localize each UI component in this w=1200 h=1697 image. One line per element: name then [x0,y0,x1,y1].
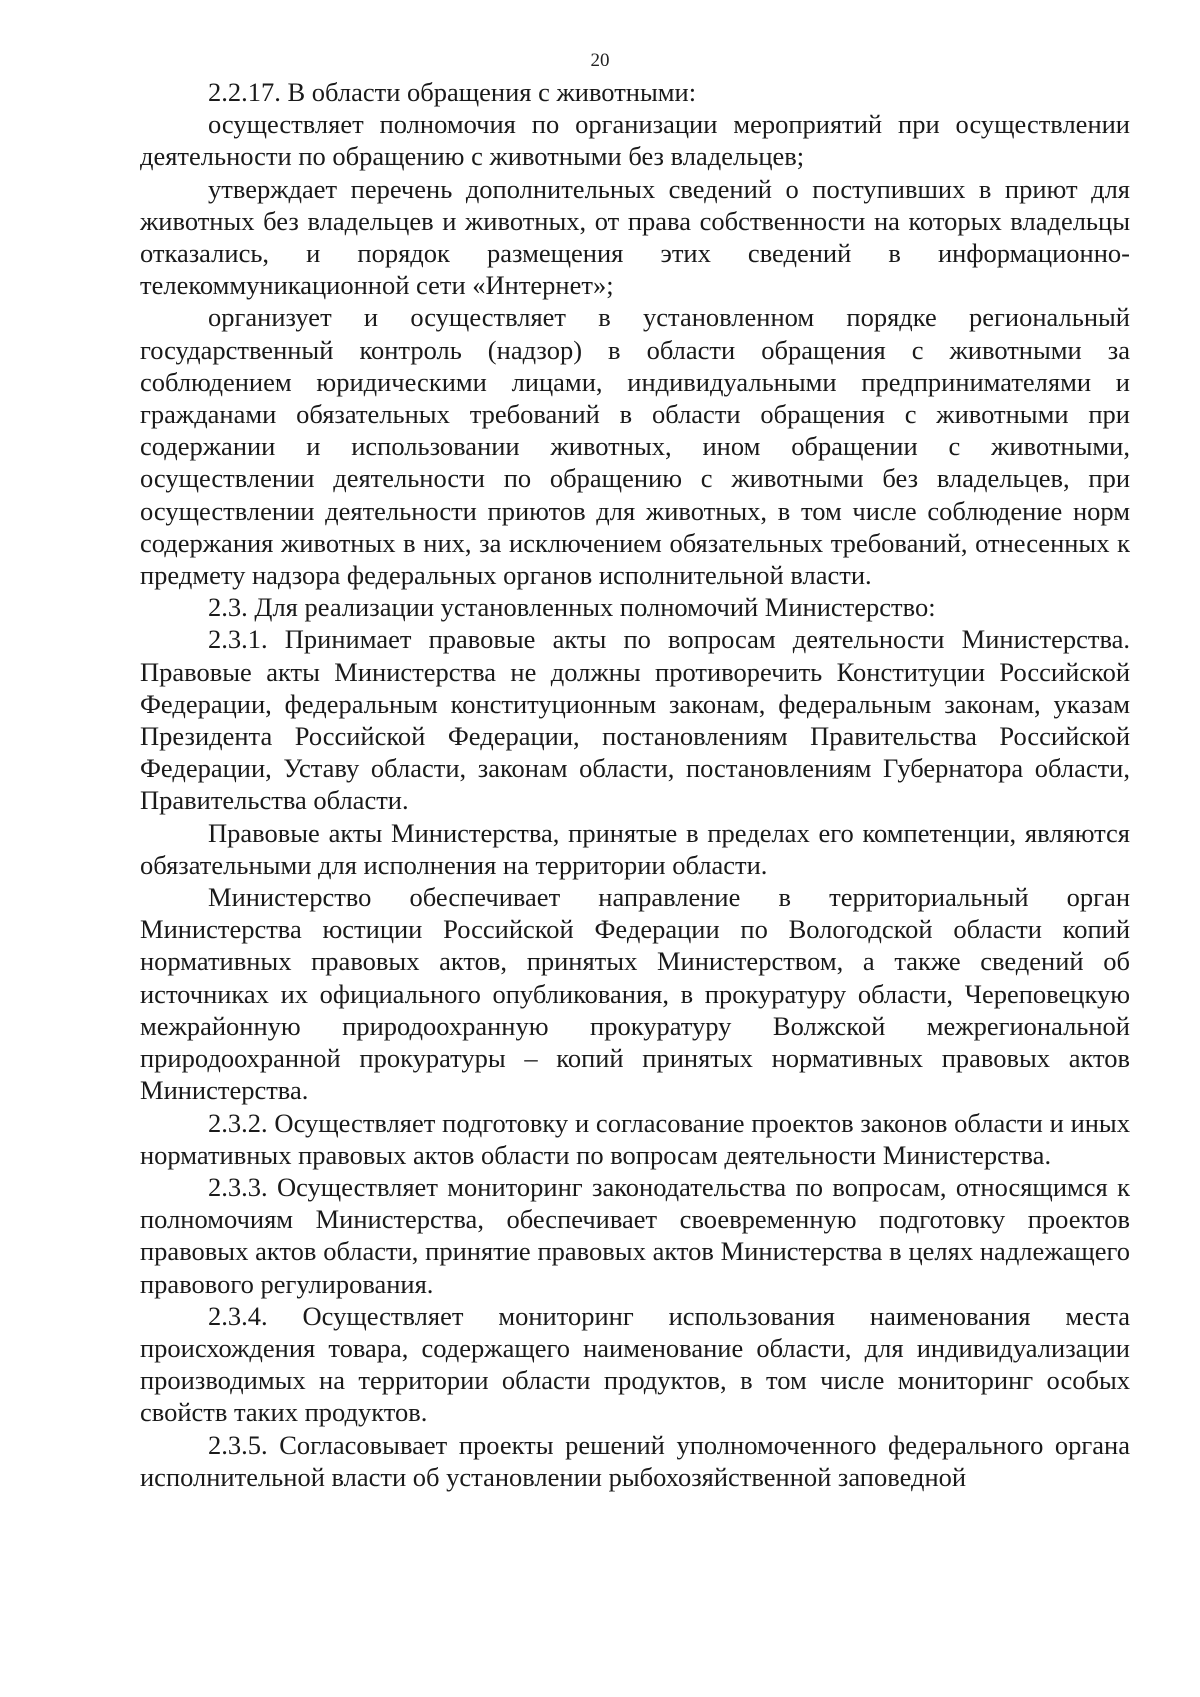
paragraph-animal-handling-powers: осуществляет полномочия по организации мероприятий при осуществлении деятельности по обращению с животными без владельцев; [140,109,1130,172]
page-number: 20 [590,50,610,71]
paragraph-copies-submission: Министерство обеспечивает направление в территориальный орган Министерства юстиции Российской Федерации по Вологодской области копий нормативных правовых актов, принятых Министерством, а также сведений об источниках их официального опубликования, в прокуратуру области, Череповецкую межрайонную природоохранную прокуратуру Волжской межрегиональной природоохранной прокуратуры – копий принятых нормативных правовых актов Министерства. [140,882,1130,1106]
paragraph-2-3-heading: 2.3. Для реализации установленных полномочий Министерство: [208,592,936,623]
paragraph-2-3-5: 2.3.5. Согласовывает проекты решений уполномоченного федерального органа исполнительной власти об установлении рыбохозяйственной заповедной [140,1429,1130,1492]
paragraph-2-3-3: 2.3.3. Осуществляет мониторинг законодательства по вопросам, относящимся к полномочиям Министерства, обеспечивает своевременную подготовку проектов правовых актов области, принятие правовых актов Министерства в целях надлежащего правового регулирования. [140,1171,1130,1299]
paragraph-regional-control: организует и осуществляет в установленном порядке региональный государственный контроль (надзор) в области обращения с животными за соблюдением юридическими лицами, индивидуальными предпринимателями и гражданами обязательных требований в области обращения с животными при содержании и использовании животных, ином обращении с животными, осуществлении деятельности по обращению с животными без владельцев, при осуществлении деятельности приютов для животных, в том числе соблюдение норм содержания животных в них, за исключением обязательных требований, отнесенных к предмету надзора федеральных органов исполнительной власти. [140,302,1130,591]
paragraph-legal-acts-binding: Правовые акты Министерства, принятые в пределах его компетенции, являются обязательными для исполнения на территории области. [140,817,1130,880]
document-text [140,76,1130,1493]
paragraph-2-3-2: 2.3.2. Осуществляет подготовку и согласование проектов законов области и иных нормативных правовых актов области по вопросам деятельности Министерства. [140,1107,1130,1170]
paragraph-2-3-1: 2.3.1. Принимает правовые акты по вопросам деятельности Министерства. Правовые акты Министерства не должны противоречить Конституции Российской Федерации, федеральным конституционным законам, федеральным законам, указам Президента Российской Федерации, постановлениям Правительства Российской Федерации, Уставу области, законам области, постановлениям Губернатора области, Правительства области. [140,624,1130,816]
paragraph-shelter-information: утверждает перечень дополнительных сведений о поступивших в приют для животных без владельцев и животных, от права собственности на которых владельцы отказались, и порядок размещения этих сведений в информационно-телекоммуникационной сети «Интернет»; [140,173,1130,301]
paragraph-2-3-4: 2.3.4. Осуществляет мониторинг использования наименования места происхождения товара, содержащего наименование области, для индивидуализации производимых на территории области продуктов, в том числе мониторинг особых свойств таких продуктов. [140,1300,1130,1428]
paragraph-2-2-17-heading: 2.2.17. В области обращения с животными: [208,77,697,107]
